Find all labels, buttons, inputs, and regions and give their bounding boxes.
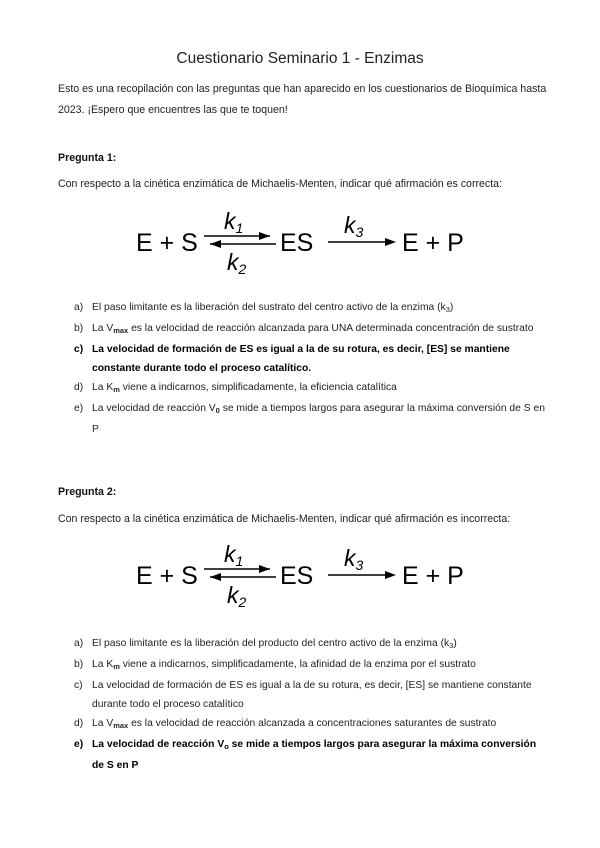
question-1-options	[58, 298, 548, 439]
equation-left: E + S	[136, 562, 198, 590]
option-e: e) La velocidad de reacción $V_0$ se mide a tiempos largos para asegurar la máxima conversión de S en P	[74, 403, 545, 435]
rate-constant-k3: k3	[344, 212, 364, 240]
document-title: Cuestionario Seminario 1 - Enzimas	[176, 50, 424, 67]
catalysis-arrowhead-k3	[385, 571, 396, 579]
reaction-equation-1	[130, 207, 490, 277]
option-c-correct: c) La velocidad de formación de ES es igual a la de su rotura, es decir, [ES] se mantiene constante durante todo el proceso catalítico.	[74, 344, 510, 374]
option-a: a) El paso limitante es la liberación del producto del centro activo de la enzima $(k_3)$	[74, 638, 457, 650]
rate-constant-k1: k1	[224, 208, 244, 236]
option-d: d) La $V_{max}$ es la velocidad de reacción alcanzada a concentraciones saturantes de sustrato	[74, 718, 497, 730]
option-c: c) La velocidad de formación de ES es igual a la de su rotura, es decir, [ES] se mantiene constante durante todo el proceso catalítico	[74, 680, 532, 710]
forward-arrowhead-k1	[259, 232, 270, 240]
rate-constant-k3: k3	[344, 545, 364, 573]
question-2-options	[58, 634, 548, 775]
rate-constant-k2: k2	[227, 582, 247, 610]
question-1-heading: Pregunta 1:	[58, 152, 117, 164]
rate-constant-k1: k1	[224, 541, 244, 569]
question-2-stem: Con respecto a la cinética enzimática de Michaelis-Menten, indicar qué afirmación es incorrecta:	[58, 513, 511, 525]
forward-arrowhead-k1	[259, 565, 270, 573]
reverse-arrowhead-k2	[210, 240, 221, 248]
equation-complex: ES	[280, 562, 314, 590]
catalysis-arrowhead-k3	[385, 238, 396, 246]
option-e-incorrect: e) La velocidad de reacción $V_o$ se mide a tiempos largos para asegurar la máxima conversión de S en P	[74, 739, 537, 771]
question-1-stem: Con respecto a la cinética enzimática de Michaelis-Menten, indicar qué afirmación es correcta:	[58, 178, 502, 190]
reverse-arrowhead-k2	[210, 573, 221, 581]
question-2-heading: Pregunta 2:	[58, 486, 117, 498]
rate-constant-k2: k2	[227, 249, 247, 277]
equation-left: E + S	[136, 229, 198, 257]
intro-paragraph: Esto es una recopilación con las preguntas que han aparecido en los cuestionarios de Bioquímica hasta 2023. ¡Espero que encuentres las que te toquen!	[58, 83, 547, 116]
equation-right: E + P	[402, 562, 464, 590]
option-a: a) El paso limitante es la liberación del sustrato del centro activo de la enzima $(k_3)$	[74, 302, 454, 314]
option-d: d) La $K_m$ viene a indicarnos, simplificadamente, la eficiencia catalítica	[74, 382, 397, 394]
equation-complex: ES	[280, 229, 314, 257]
option-b: b) La $V_{max}$ es la velocidad de reacción alcanzada para UNA determinada concentración de sustrato	[74, 323, 534, 335]
equation-right: E + P	[402, 229, 464, 257]
reaction-equation-2	[130, 540, 490, 610]
option-b: b) La $K_m$ viene a indicarnos, simplificadamente, la afinidad de la enzima por el sustrato	[74, 659, 476, 671]
